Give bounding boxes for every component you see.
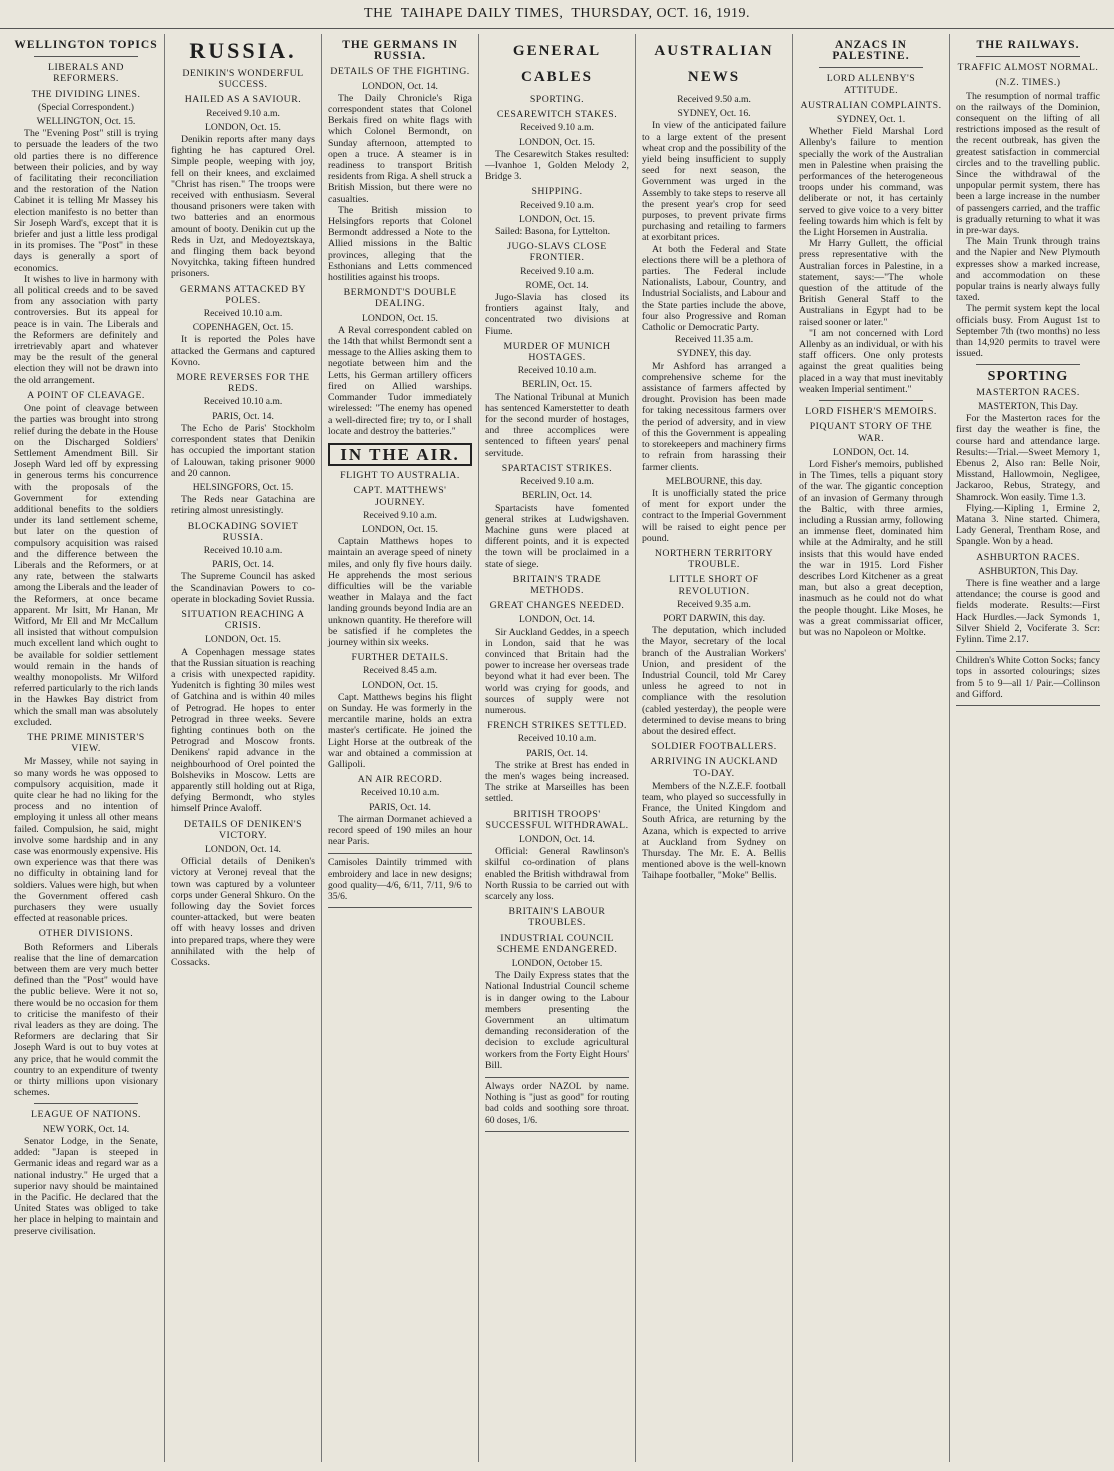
dateline: LONDON, Oct. 14. (519, 614, 595, 626)
received-time: Received 10.10 a.m. (203, 396, 283, 408)
divider (819, 400, 923, 401)
dateline: LONDON, Oct. 15. (362, 679, 438, 691)
dateline: COPENHAGEN, Oct. 15. (192, 322, 294, 334)
divider (976, 56, 1080, 57)
received-time: Received 10.10 a.m. (360, 787, 440, 799)
received-time: Received 9.35 a.m. (677, 598, 751, 610)
paragraph: At both the Federal and State elections there will be a plethora of parties. The Federal include Nationalists, Labour, Country, and Industrial Socialists, and Labour and the State parties include the above, four also Progressive and Roman Catholic or Democratic Party. (642, 243, 786, 334)
headline: THE RAILWAYS. (976, 39, 1080, 51)
subheading: CESAREWITCH STAKES. (496, 109, 618, 121)
section-heading: FRENCH STRIKES SETTLED. (487, 720, 627, 732)
paragraph: The British mission to Helsingfors reports that Colonel Bermondt addressed a Note to the Allied missions in the Baltic provinces, alleging that the Esthonians and Letts commenced hostilities against his troops. (328, 204, 472, 284)
section-heading: BRITAIN'S LABOUR TROUBLES. (508, 906, 606, 929)
advertisement: Camisoles Daintily trimmed with embroidery and lace in new designs; good quality—4/6, 6/11, 7/11, 9/6 to 35/6. (328, 853, 472, 908)
section-heading: BRITAIN'S TRADE METHODS. (512, 573, 602, 596)
paragraph: A Reval correspondent cabled on the 14th that whilst Bermondt sent a message to the Allies asking them to negotiate between him and the Letts, his German artillery officers fired on Allied warships. Commander Tudor immediately wirelessed: "The enemy has opened a well-directed fire; try to, or I shall locate and destroy the batteries." (328, 324, 472, 437)
headline: RUSSIA. (189, 38, 297, 63)
subheading: THE DIVIDING LINES. (31, 88, 141, 100)
received-time: Received 10.10 a.m. (203, 308, 283, 320)
column-germans-in-russia (321, 34, 478, 1462)
subheading: PIQUANT STORY OF THE WAR. (809, 421, 933, 444)
subheading: DENIKIN'S WONDERFUL SUCCESS. (182, 68, 304, 91)
subheading: ARRIVING IN AUCKLAND TO-DAY. (650, 756, 778, 779)
subheading: GREAT CHANGES NEEDED. (489, 600, 625, 612)
received-time: Received 9.10 a.m. (520, 199, 594, 211)
paragraph: It wishes to live in harmony with all political creeds and to be saved from any association with party controversies. But its appeal for peace is in vain. The Liberals and the Reformers are definitely and irretrievably apart and whatever may be the result of the general election they will not be drawn into the old arrangement. (14, 273, 158, 386)
paragraph: The Echo de Paris' Stockholm correspondent states that Denikin has occupied the important station of Lalouwan, taking prisoner 9000 and 20 cannon. (171, 422, 315, 479)
dateline: WELLINGTON, Oct. 15. (36, 116, 136, 128)
paragraph: It is reported the Poles have attacked the Germans and captured Kovno. (171, 334, 315, 368)
section-heading: AN AIR RECORD. (357, 774, 443, 786)
received-time: Received 10.10 a.m. (517, 365, 597, 377)
dateline: PARIS, Oct. 14. (212, 410, 274, 422)
column-railways (949, 34, 1106, 1462)
section-heading: LEAGUE OF NATIONS. (31, 1109, 141, 1121)
subheading: INDUSTRIAL COUNCIL SCHEME ENDANGERED. (496, 932, 618, 955)
section-heading: LORD FISHER'S MEMOIRS. (805, 406, 937, 418)
dateline: PARIS, Oct. 14. (369, 801, 431, 813)
received-time: Received 10.10 a.m. (203, 544, 283, 556)
dateline: LONDON, Oct. 15. (519, 136, 595, 148)
paragraph: Captain Matthews hopes to maintain an average speed of ninety miles, and only fly five hours daily. He apprehends the most serious difficulties will be the variable weather in Malaya and the fact landing grounds beyond India are an unknown quantity. He therefore will be satisfied if he completes the journey within six weeks. (328, 536, 472, 648)
dateline: SYDNEY, Oct. 1. (836, 114, 906, 126)
paragraph: One point of cleavage between the parties was brought into strong relief during the debate in the House on the Discharged Soldiers' Settlement Amendment Bill. Sir Joseph Ward led off by expressing in generous terms his concurrence with the proposals of the Government for extending additional benefits to the soldiers under its land settlement scheme, but later on the question of compulsory acquisition was raised and the difference between the Liberals and the Reformers, or at any rate, between the stalwarts among the Liberals and the leader of the Reformers, at once became apparent. Mr Isitt, Mr Hanan, Mr Witford, Mr Ell and Mr McCallum all insisted that without compulsion much excellent land which ought to be available for soldier settlement would remain in the hands of wealthy monopolists. Mr Wilford referred particularly to the rich lands in the Hawkes Bay district from which the small man was absolutely excluded. (14, 403, 158, 728)
paragraph: Sailed: Basona, for Lyttelton. (495, 226, 611, 238)
headline: AUSTRALIAN NEWS (654, 43, 774, 85)
paragraph: Mr Massey, while not saying in so many words he was opposed to compulsory acquisition, made it quite clear he had no liking for the process and no intention of employing it unless all other means failed. Compulsion, he said, might involve some hardship and in any case was enormously expensive. His own experience was that there was no difficulty in obtaining land for soldiers. Values were high, but when the Government offered cash purchasers they were usually effected at reasonable prices. (14, 756, 158, 925)
paragraph: Whether Field Marshal Lord Allenby's failure to mention specially the work of the Australian men in Palestine when praising the performances of the heterogeneous troops under his command, was deliberate or not, it has certainly served to give voice to a very bitter feeling towards him which is felt by the Light Horsemen in Australia. (799, 126, 943, 239)
dateline: MASTERTON, This Day. (978, 400, 1078, 412)
section-heading: SITUATION REACHING A CRISIS. (181, 608, 305, 632)
dateline: LONDON, Oct. 15. (205, 121, 281, 133)
received-time: Received 9.10 a.m. (206, 107, 280, 119)
paragraph: The airman Dormanet achieved a record speed of 190 miles an hour near Paris. (328, 813, 472, 848)
columns (8, 34, 1106, 1462)
paragraph: The permit system kept the local officials busy. From August 1st to September 7th (two months) no less than 14,920 permits to travel were issued. (956, 303, 1100, 360)
dateline: ASHBURTON, This Day. (978, 565, 1078, 577)
paragraph: In view of the anticipated failure to a large extent of the present wheat crop and the possibility of the yield being insufficient to supply seed for next season, the Government was urged in the Assembly to take steps to reserve all the present year's crop for seed purposes, to prevent private firms purchasing and retailing to farmers at exorbitant prices. (642, 120, 786, 244)
paragraph: Denikin reports after many days fighting he has captured Orel. Simple people, weeping with joy, fell on their knees, and exclaimed "Christ has risen." The troops were received with enthusiasm. Several thousand prisoners were taken with two batteries and an enormous amount of booty. Denikin cut up the Reds in Uzt, and Medoyeztskaya, and flinging them back beyond Novyitchka, taking fifteen hundred prisoners. (171, 134, 315, 280)
dateline: PARIS, Oct. 14. (526, 747, 588, 759)
dateline: PORT DARWIN, this day. (663, 612, 765, 624)
paragraph: It is unofficially stated the price of ment for export under the contract to the Imperial Government will be raised to eight pence per pound. (642, 487, 786, 544)
paragraph: Official: General Rawlinson's skilful co-ordination of plans enabled the British withdrawal from North Russia to be carried out with scarcely any loss. (485, 846, 629, 902)
masthead (0, 0, 1114, 29)
headline: GENERAL CABLES (512, 43, 602, 85)
section-heading: BRITISH TROOPS' SUCCESSFUL WITHDRAWAL. (485, 808, 629, 831)
paragraph: The Cesarewitch Stakes resulted:—Ivanhoe 1, Golden Melody 2, Bridge 3. (485, 148, 629, 183)
section-heading: NORTHERN TERRITORY TROUBLE. (654, 547, 774, 571)
paragraph: For the Masterton races for the first day the weather is fine, the course hard and attendance large. Results:—Trial.—Sweet Memory 1, Ebenus 2, Also ran: Belle Noir, Misstand, Hallowmoin, Negligee, Jackaroo, Rebus, Strategy, and Shamrock. Won easily. Time 1.3. (956, 413, 1100, 503)
received-time: Received 9.10 a.m. (520, 476, 594, 488)
subheading: DETAILS OF THE FIGHTING. (330, 66, 470, 78)
subheading: (N.Z. TIMES.) (995, 77, 1061, 89)
advertisement: Always order NAZOL by name. Nothing is "just as good" for routing bad colds and soothing sore throat. 60 doses, 1/6. (485, 1077, 629, 1132)
paragraph: The National Tribunal at Munich has sentenced Kamerstetter to death for the second murder of hostages, and three accomplices were sentenced to fifteen years' penal servitude. (485, 391, 629, 459)
section-heading: BLOCKADING SOVIET RUSSIA. (187, 520, 299, 543)
section-heading: GERMANS ATTACKED BY POLES. (179, 283, 307, 306)
masthead-the: THE (364, 6, 393, 21)
section-heading: FLIGHT TO AUSTRALIA. (340, 470, 460, 482)
paragraph: Flying.—Kipling 1, Ermine 2, Matana 3. Nine started. Chimera, Lady General, Trentham Rose, and Spangle. Won by a head. (956, 502, 1100, 548)
headline-in-the-air: IN THE AIR. (328, 443, 472, 466)
column-russia (164, 34, 321, 1462)
headline: THE GERMANS IN RUSSIA. (342, 39, 458, 63)
received-time: Received 9.50 a.m. (677, 94, 751, 105)
dateline: LONDON, Oct. 15. (519, 213, 595, 225)
section-heading: MORE REVERSES FOR THE REDS. (176, 372, 310, 395)
masthead-date: THURSDAY, OCT. 16, 1919. (571, 6, 750, 21)
paragraph: The Main Trunk through trains and the Napier and New Plymouth expresses show a marked increase, and accommodation on these popular trains is nearly always fully taxed. (956, 236, 1100, 304)
received-time: Received 10.10 a.m. (517, 733, 597, 745)
paragraph: There is fine weather and a large attendance; the course is good and fields moderate. Results:—First Hack Hurdles.—Jack Symonds 1, Silver Shield 2, Vociferate 3. Scr: Fylinn. Time 2.17. (956, 577, 1100, 645)
dateline: LONDON, Oct. 14. (519, 833, 595, 845)
paragraph: Sir Auckland Geddes, in a speech in London, said that he was convinced that Britain had the power to increase her overseas trade beyond what it had ever been. The world was crying for goods, and sources of supply were not numerous. (485, 626, 629, 716)
section-heading: JUGO-SLAVS CLOSE FRONTIER. (507, 241, 607, 264)
received-time: Received 9.10 a.m. (520, 265, 594, 277)
section-heading: DETAILS OF DENIKEN'S VICTORY. (183, 818, 303, 841)
section-heading: ASHBURTON RACES. (976, 551, 1080, 563)
paragraph: Lord Fisher's memoirs, published in The Times, tells a piquant story of the war. The gigantic conception of an invasion of Germany through the Baltic, with three armies, including a Russian army, following an immense fleet, dominated him while at the Admiralty, and he still insists that this would have ended the war in 1915. Lord Fisher describes Lord Kitchener as a great man, but also a great deception, inasmuch as he could not do what the people thought. Like Moses, he was a great commissariat officer, but was no Napoleon or Moltke. (799, 458, 943, 638)
paragraph: Both Reformers and Liberals realise that the line of demarcation between them are very much better defined than the "Post" would have the public believe. Were it not so, there would be no occasion for them to criticise the manifesto of their rival leaders as they are doing. The Reformers are declaring that Sir Joseph Ward is out to buy votes at any price, that he would commit the country to an expenditure of twenty or thirty millions upon visionary schemes. (14, 941, 158, 1099)
paragraph: The Supreme Council has asked the Scandinavian Powers to co-operate in blockading Soviet Russia. (171, 571, 315, 605)
dateline: SYDNEY, Oct. 16. (677, 108, 751, 120)
column-general-cables (478, 34, 635, 1462)
divider (34, 1103, 138, 1104)
dateline: BERLIN, Oct. 14. (521, 490, 593, 502)
subheading: CAPT. MATTHEWS' JOURNEY. (353, 485, 447, 508)
paragraph: Mr Ashford has arranged a comprehensive scheme for the assistance of farmers affected by drought. Provision has been made for taking necessitous farmers over the period of adversity, and in view of this the Government is appealing to storekeepers and machinery firms to refrain from harassing their farmer clients. (642, 360, 786, 473)
subheading: LIBERALS AND REFORMERS. (48, 62, 124, 85)
subheading: MASTERTON RACES. (976, 386, 1080, 398)
section-heading: FURTHER DETAILS. (351, 652, 449, 664)
paragraph: Mr Harry Gullett, the official press representative with the Australian forces in Palestine, in a statement, says:—"The whole question of the attitude of the British General Staff to the Australians in Egypt had to be raised sooner or later." (799, 238, 943, 328)
section-heading: SHIPPING. (531, 186, 583, 198)
dateline: LONDON, Oct. 15. (362, 523, 438, 535)
section-heading: SPORTING. (529, 94, 585, 105)
paragraph: Jugo-Slavia has closed its frontiers against Italy, and concentrated two divisions at Fiume. (485, 292, 629, 337)
advertisement: Children's White Cotton Socks; fancy tops in assorted colourings; sizes from 5 to 9—all 1/ Pair.—Collinson and Gifford. (956, 651, 1100, 706)
paragraph: "I am not concerned with Lord Allenby as an individual, or with his staff officers. One only protests against the great qualities being placed in a way that must inevitably weaken Imperial sentiment." (799, 327, 943, 395)
paragraph: The strike at Brest has ended in the men's wages being increased. The strike at Marseilles has been settled. (485, 759, 629, 805)
paragraph: Members of the N.Z.E.F. football team, who played so successfully in France, the United Kingdom and South Africa, are returning by the Azana, which is expected to arrive at Auckland from Sydney on Thursday. The Mr. E. A. Bellis mentioned above is the well-known Taihape footballer, "Moke" Bellis. (642, 780, 786, 882)
dateline: ROME, Oct. 14. (525, 279, 589, 291)
dateline: SYDNEY, this day. (676, 348, 752, 360)
paragraph: The resumption of normal traffic on the railways of the Dominion, consequent on the lifting of all restrictions imposed as the result of the recent outbreak, has given the greatest satisfaction in commercial circles and to the travelling public. Since the withdrawal of the unpopular permit system, there has been a large increase in the number of passengers carried, and the traffic is gradually returning to what it was in pre-war days. (956, 90, 1100, 237)
subheading: TRAFFIC ALMOST NORMAL. (957, 62, 1099, 74)
section-heading: BERMONDT'S DOUBLE DEALING. (343, 287, 457, 310)
paragraph: The Reds near Gatachina are retiring almost unresistingly. (171, 494, 315, 517)
paragraph: The "Evening Post" still is trying to persuade the leaders of the two old parties there is no difference between their policies, and by way of facilitating their reconciliation and the restoration of the Nation Cabinet it is telling Mr Massey his election manifesto is no better than Sir Joseph Ward's, except that it is briefer and just a little less prodigal in its promises. The "Post" in these days is generally a sport of economics. (14, 128, 158, 274)
paragraph: The Daily Chronicle's Riga correspondent states that Colonel Berkais fired on white flags with which Colonel Bermondt, on Sunday afternoon, attempted to open a truce. A steamer is in readiness to transport British residents from Riga. A shell struck a British Mission, but there were no casualties. (328, 92, 472, 205)
paragraph: Spartacists have fomented general strikes at Ludwigshaven. Machine guns were placed at different points, and it is expected the town will be proclaimed in a state of siege. (485, 502, 629, 570)
column-australian-news (635, 34, 792, 1462)
subheading: LORD ALLENBY'S ATTITUDE. (826, 73, 916, 96)
section-heading: SOLDIER FOOTBALLERS. (651, 741, 777, 753)
paragraph: Senator Lodge, in the Senate, added: "Japan is steeped in Germanic ideas and regard war as a national industry." He urged that a superior navy should be maintained in the Pacific. He declared that the United States was obliged to take her place in helping to maintain and preserve civilisation. (14, 1135, 158, 1237)
headline: WELLINGTON TOPICS (14, 39, 158, 51)
section-heading: MURDER OF MUNICH HOSTAGES. (503, 340, 611, 364)
subheading: AUSTRALIAN COMPLAINTS. (800, 99, 942, 111)
section-heading: SPARTACIST STRIKES. (501, 462, 613, 474)
divider (819, 67, 923, 68)
received-time: Received 9.10 a.m. (363, 509, 437, 521)
paragraph: The deputation, which included the Mayor, secretary of the local branch of the Australian Workers' Union, and president of the Industrial Council, told Mr Carey unless he agreed to not in compliance with the resolution (cabled yesterday), the people were determined to devise means to bring about the desired effect. (642, 625, 786, 737)
dateline: PARIS, Oct. 14. (212, 559, 274, 571)
dateline: BERLIN, Oct. 15. (521, 379, 593, 391)
subheading: LITTLE SHORT OF REVOLUTION. (669, 574, 759, 597)
paragraph: Official details of Deniken's victory at Veronej reveal that the town was captured by a volunteer corps under General Shkuro. On the following day the Soviet forces counter-attacked, but were beaten off with heavy losses and driven into prepared traps, where they were annihilated with the help of Cossacks. (171, 856, 315, 969)
dateline: LONDON, October 15. (511, 958, 603, 970)
subheading: HAILED AS A SAVIOUR. (184, 94, 302, 106)
column-anzacs-in-palestine (792, 34, 949, 1462)
masthead-title: TAIHAPE DAILY TIMES, (400, 6, 564, 21)
column-wellington-topics (8, 34, 164, 1462)
dateline: HELSINGFORS, Oct. 15. (192, 481, 294, 493)
paragraph: The Daily Express states that the National Industrial Council scheme is in danger owing to the Labour members presenting the Government an ultimatum demanding reconsideration of the decision to exclude agricultural workers from the Forty Eight Hours' Bill. (485, 970, 629, 1071)
section-heading: A POINT OF CLEAVAGE. (27, 389, 145, 401)
dateline: LONDON, Oct. 15. (362, 312, 438, 324)
section-heading: OTHER DIVISIONS. (38, 928, 134, 940)
divider (34, 56, 138, 57)
dateline: LONDON, Oct. 14. (205, 844, 281, 855)
divider (976, 364, 1080, 365)
received-time: Received 11.35 a.m. (674, 334, 754, 346)
dateline: LONDON, Oct. 14. (833, 446, 909, 458)
section-heading-sporting: SPORTING (987, 369, 1069, 385)
headline: ANZACS IN PALESTINE. (832, 39, 910, 63)
dateline: LONDON, Oct. 15. (205, 634, 281, 646)
dateline: NEW YORK, Oct. 14. (42, 1123, 130, 1135)
section-heading: THE PRIME MINISTER'S VIEW. (27, 731, 145, 755)
dateline: MELBOURNE, this day. (665, 475, 763, 487)
paragraph: Capt. Matthews begins his flight on Sunday. He was formerly in the mercantile marine, holds an extra master's certificate. He joined the Light Horse at the outbreak of the war and obtained a commission at Gallipoli. (328, 691, 472, 770)
received-time: Received 8.45 a.m. (363, 665, 437, 677)
dateline: LONDON, Oct. 14. (362, 80, 438, 92)
received-time: Received 9.10 a.m. (520, 122, 594, 134)
paragraph: A Copenhagen message states that the Russian situation is reaching a crisis with unexpected rapidity. Yudenitch is fighting 30 miles west of Gatchina and is within 40 miles of Petrograd. He hopes to enter Petrograd in three weeks. Severe fighting continues both on the Petrograd and Moscow fronts. Denikens' rapid advance in the neighbourhood of Orel pointed the Bolsheviks in Moscow. Letts are apparently still holding out at Riga, defying Bermondt, who styles himself Prince Avaloff. (171, 646, 315, 815)
byline: (Special Correspondent.) (38, 101, 134, 113)
